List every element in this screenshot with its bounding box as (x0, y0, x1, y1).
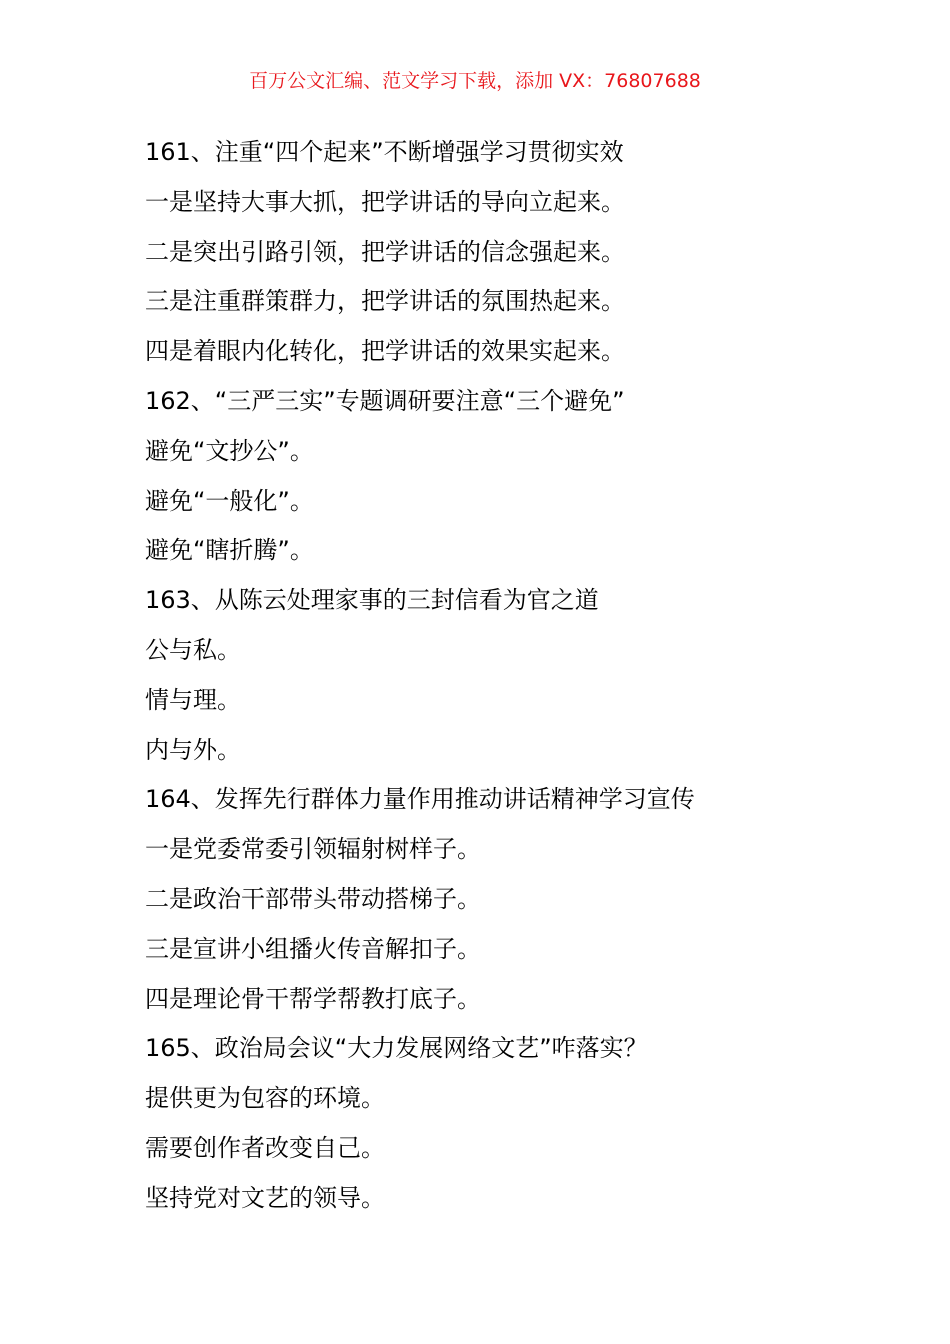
list-item: 避免“文抄公”。 (145, 436, 314, 465)
list-item: 避免“一般化”。 (145, 486, 314, 515)
list-item: 四是着眼内化转化，把学讲话的效果实起来。 (145, 337, 625, 366)
list-item: 公与私。 (145, 635, 241, 664)
list-item: 四是理论骨干帮学帮教打底子。 (145, 984, 481, 1013)
list-item: 一是党委常委引领辐射树样子。 (145, 835, 481, 864)
list-item: 需要创作者改变自己。 (145, 1133, 385, 1162)
list-item: 避免“瞎折腾”。 (145, 536, 314, 565)
list-item: 三是宣讲小组播火传音解扣子。 (145, 934, 481, 963)
heading-164: 164、发挥先行群体力量作用推动讲话精神学习宣传 (145, 785, 695, 814)
heading-165: 165、政治局会议“大力发展网络文艺”咋落实？ (145, 1034, 648, 1063)
heading-163: 163、从陈云处理家事的三封信看为官之道 (145, 586, 599, 615)
watermark-header: 百万公文汇编、范文学习下载，添加 VX：76807688 (249, 70, 701, 92)
list-item: 提供更为包容的环境。 (145, 1084, 385, 1113)
document-body (145, 135, 905, 1231)
list-item: 一是坚持大事大抓，把学讲话的导向立起来。 (145, 187, 625, 216)
heading-161: 161、注重“四个起来”不断增强学习贯彻实效 (145, 138, 624, 166)
list-item: 二是突出引路引领，把学讲话的信念强起来。 (145, 237, 625, 266)
list-item: 三是注重群策群力，把学讲话的氛围热起来。 (145, 287, 625, 316)
list-item: 二是政治干部带头带动搭梯子。 (145, 884, 481, 913)
list-item: 情与理。 (145, 685, 241, 714)
list-item: 内与外。 (145, 735, 241, 764)
heading-162: 162、“三严三实”专题调研要注意“三个避免” (145, 386, 625, 415)
list-item: 坚持党对文艺的领导。 (145, 1183, 385, 1212)
